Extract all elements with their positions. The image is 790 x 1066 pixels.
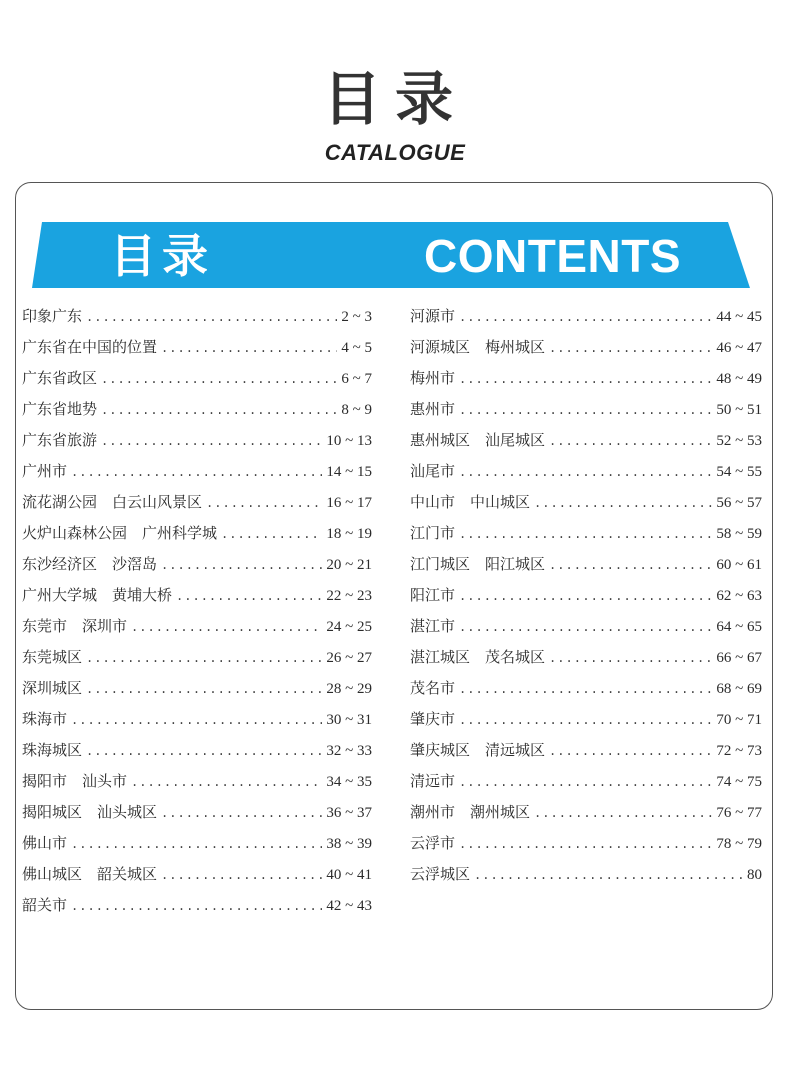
toc-entry-title: 汕尾市 (410, 462, 456, 480)
toc-entry[interactable] (410, 863, 762, 894)
toc-entry[interactable] (410, 460, 762, 491)
toc-entry[interactable] (410, 615, 762, 646)
toc-entry-pages: 34 ~ 35 (326, 774, 372, 790)
toc-entry[interactable] (22, 708, 372, 739)
toc-entry[interactable] (410, 367, 762, 398)
toc-leader-dots (86, 651, 322, 665)
toc-entry[interactable] (22, 770, 372, 801)
toc-entry[interactable] (22, 398, 372, 429)
toc-leader-dots (131, 775, 322, 789)
toc-entry-pages: 72 ~ 73 (716, 743, 762, 759)
toc-leader-dots (161, 341, 337, 355)
banner-title-en: CONTENTS (424, 230, 681, 282)
toc-entry[interactable] (410, 770, 762, 801)
toc-leader-dots (86, 310, 337, 324)
toc-leader-dots (459, 310, 712, 324)
page-subtitle: CATALOGUE (324, 140, 466, 165)
toc-entry-title: 广东省旅游 (22, 431, 98, 449)
toc-entry-pages: 36 ~ 37 (326, 805, 372, 821)
toc-entry-pages: 18 ~ 19 (326, 526, 372, 542)
toc-entry-pages: 70 ~ 71 (716, 712, 762, 728)
toc-entry-pages: 16 ~ 17 (326, 495, 372, 511)
toc-entry[interactable] (22, 677, 372, 708)
contents-banner (32, 222, 750, 288)
toc-entry-pages: 8 ~ 9 (341, 402, 372, 418)
toc-entry-pages: 52 ~ 53 (716, 433, 762, 449)
toc-entry-pages: 42 ~ 43 (326, 898, 372, 914)
toc-entry[interactable] (410, 305, 762, 336)
toc-entry-title: 东沙经济区 沙滘岛 (22, 555, 158, 573)
toc-entry-title: 云浮市 (410, 834, 456, 852)
toc-entry-title: 肇庆城区 清远城区 (410, 741, 546, 759)
toc-entry-title: 茂名市 (410, 679, 456, 697)
toc-entry[interactable] (22, 801, 372, 832)
toc-leader-dots (161, 868, 322, 882)
toc-entry-pages: 68 ~ 69 (716, 681, 762, 697)
toc-leader-dots (549, 744, 712, 758)
toc-entry-title: 火炉山森林公园 广州科学城 (22, 524, 218, 542)
toc-entry[interactable] (22, 491, 372, 522)
toc-entry-pages: 44 ~ 45 (716, 309, 762, 325)
toc-entry-title: 印象广东 (22, 307, 83, 325)
toc-entry-title: 江门城区 阳江城区 (410, 555, 546, 573)
toc-entry[interactable] (410, 708, 762, 739)
toc-entry[interactable] (410, 491, 762, 522)
toc-leader-dots (474, 868, 743, 882)
toc-leader-dots (459, 372, 712, 386)
toc-leader-dots (459, 465, 712, 479)
toc-entry-title: 广州大学城 黄埔大桥 (22, 586, 173, 604)
toc-entry-pages: 58 ~ 59 (716, 526, 762, 542)
toc-leader-dots (161, 806, 322, 820)
toc-leader-dots (459, 775, 712, 789)
toc-leader-dots (71, 713, 322, 727)
toc-entry-pages: 60 ~ 61 (716, 557, 762, 573)
toc-entry-title: 珠海市 (22, 710, 68, 728)
toc-leader-dots (101, 372, 337, 386)
toc-leader-dots (71, 465, 322, 479)
toc-leader-dots (459, 589, 712, 603)
toc-entry[interactable] (22, 615, 372, 646)
toc-leader-dots (161, 558, 322, 572)
toc-leader-dots (534, 496, 712, 510)
toc-entry-title: 河源城区 梅州城区 (410, 338, 546, 356)
toc-entry[interactable] (410, 584, 762, 615)
toc-entry-title: 潮州市 潮州城区 (410, 803, 531, 821)
toc-entry-pages: 2 ~ 3 (341, 309, 372, 325)
toc-entry[interactable] (410, 336, 762, 367)
toc-entry[interactable] (22, 739, 372, 770)
toc-entry[interactable] (410, 646, 762, 677)
toc-entry-pages: 38 ~ 39 (326, 836, 372, 852)
toc-entry-title: 佛山市 (22, 834, 68, 852)
toc-entry[interactable] (22, 429, 372, 460)
toc-entry-pages: 40 ~ 41 (326, 867, 372, 883)
toc-column-right (410, 305, 762, 894)
toc-entry[interactable] (22, 584, 372, 615)
toc-entry[interactable] (410, 677, 762, 708)
toc-entry-title: 韶关市 (22, 896, 68, 914)
toc-leader-dots (459, 682, 712, 696)
toc-entry-title: 阳江市 (410, 586, 456, 604)
toc-entry[interactable] (22, 553, 372, 584)
toc-entry-pages: 26 ~ 27 (326, 650, 372, 666)
toc-entry-title: 肇庆市 (410, 710, 456, 728)
toc-entry-title: 佛山城区 韶关城区 (22, 865, 158, 883)
toc-entry-pages: 66 ~ 67 (716, 650, 762, 666)
toc-entry-pages: 10 ~ 13 (326, 433, 372, 449)
toc-entry-title: 湛江城区 茂名城区 (410, 648, 546, 666)
toc-entry-pages: 54 ~ 55 (716, 464, 762, 480)
toc-entry-pages: 56 ~ 57 (716, 495, 762, 511)
page-title: 目录 (322, 65, 467, 133)
toc-entry[interactable] (22, 367, 372, 398)
toc-leader-dots (549, 558, 712, 572)
toc-entry-title: 中山市 中山城区 (410, 493, 531, 511)
toc-entry-title: 揭阳城区 汕头城区 (22, 803, 158, 821)
toc-entry-pages: 4 ~ 5 (341, 340, 372, 356)
toc-entry[interactable] (410, 553, 762, 584)
toc-leader-dots (176, 589, 322, 603)
toc-entry-title: 广州市 (22, 462, 68, 480)
toc-entry-pages: 50 ~ 51 (716, 402, 762, 418)
toc-entry[interactable] (22, 832, 372, 863)
toc-leader-dots (86, 744, 322, 758)
toc-entry-title: 广东省地势 (22, 400, 98, 418)
toc-entry-pages: 64 ~ 65 (716, 619, 762, 635)
toc-entry-pages: 76 ~ 77 (716, 805, 762, 821)
toc-leader-dots (131, 620, 322, 634)
toc-entry-title: 东莞城区 (22, 648, 83, 666)
toc-leader-dots (459, 620, 712, 634)
toc-entry[interactable] (22, 863, 372, 894)
toc-entry[interactable] (410, 739, 762, 770)
toc-leader-dots (459, 527, 712, 541)
toc-leader-dots (86, 682, 322, 696)
toc-entry[interactable] (22, 336, 372, 367)
toc-entry[interactable] (410, 398, 762, 429)
toc-entry-title: 珠海城区 (22, 741, 83, 759)
toc-entry[interactable] (410, 832, 762, 863)
toc-leader-dots (549, 651, 712, 665)
toc-entry-title: 惠州城区 汕尾城区 (410, 431, 546, 449)
toc-entry-title: 梅州市 (410, 369, 456, 387)
toc-entry-pages: 20 ~ 21 (326, 557, 372, 573)
toc-entry-title: 广东省在中国的位置 (22, 338, 158, 356)
toc-leader-dots (101, 434, 322, 448)
toc-entry-title: 河源市 (410, 307, 456, 325)
toc-entry[interactable] (410, 522, 762, 553)
toc-entry-title: 云浮城区 (410, 865, 471, 883)
toc-leader-dots (549, 434, 712, 448)
toc-entry-pages: 28 ~ 29 (326, 681, 372, 697)
toc-entry-pages: 32 ~ 33 (326, 743, 372, 759)
toc-entry[interactable] (410, 801, 762, 832)
toc-entry-title: 流花湖公园 白云山风景区 (22, 493, 203, 511)
toc-leader-dots (459, 403, 712, 417)
toc-entry[interactable] (22, 460, 372, 491)
toc-entry-title: 江门市 (410, 524, 456, 542)
toc-leader-dots (71, 837, 322, 851)
toc-leader-dots (206, 496, 322, 510)
toc-entry[interactable] (22, 305, 372, 336)
toc-entry-title: 东莞市 深圳市 (22, 617, 128, 635)
toc-entry-pages: 6 ~ 7 (341, 371, 372, 387)
toc-entry[interactable] (22, 522, 372, 553)
toc-column-left (22, 305, 372, 925)
toc-entry-pages: 30 ~ 31 (326, 712, 372, 728)
toc-entry-pages: 22 ~ 23 (326, 588, 372, 604)
toc-entry-pages: 46 ~ 47 (716, 340, 762, 356)
toc-entry[interactable] (22, 646, 372, 677)
toc-entry-title: 清远市 (410, 772, 456, 790)
toc-entry-pages: 48 ~ 49 (716, 371, 762, 387)
toc-leader-dots (101, 403, 337, 417)
toc-entry-pages: 78 ~ 79 (716, 836, 762, 852)
toc-leader-dots (534, 806, 712, 820)
toc-entry-title: 深圳城区 (22, 679, 83, 697)
toc-entry-title: 湛江市 (410, 617, 456, 635)
toc-entry-pages: 74 ~ 75 (716, 774, 762, 790)
toc-entry-pages: 62 ~ 63 (716, 588, 762, 604)
toc-leader-dots (221, 527, 322, 541)
toc-entry-pages: 24 ~ 25 (326, 619, 372, 635)
toc-entry-pages: 14 ~ 15 (326, 464, 372, 480)
toc-entry-title: 惠州市 (410, 400, 456, 418)
banner-title-cn: 目录 (110, 229, 214, 283)
toc-leader-dots (71, 899, 322, 913)
toc-leader-dots (459, 713, 712, 727)
toc-entry[interactable] (22, 894, 372, 925)
toc-entry-title: 广东省政区 (22, 369, 98, 387)
toc-leader-dots (459, 837, 712, 851)
toc-entry[interactable] (410, 429, 762, 460)
toc-leader-dots (549, 341, 712, 355)
toc-entry-pages: 80 (747, 867, 762, 883)
toc-entry-title: 揭阳市 汕头市 (22, 772, 128, 790)
